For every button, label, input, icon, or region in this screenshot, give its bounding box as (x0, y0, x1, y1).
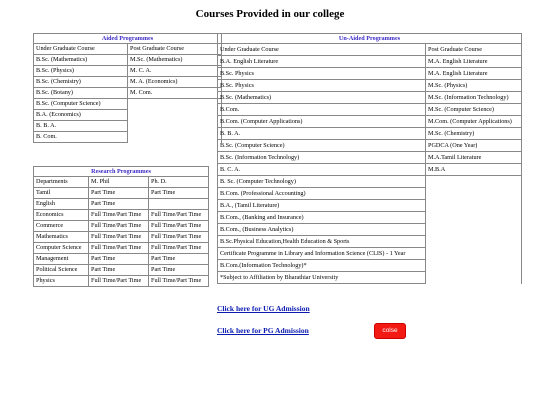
ug-admission-link[interactable]: Click here for UG Admission (217, 304, 310, 313)
unaided-ug-item: B.Com. (Professional Accounting) (218, 188, 426, 200)
aided-header-pg: Post Graduate Course (128, 44, 222, 55)
table-row (34, 221, 209, 232)
research-mphil: Part Time (89, 265, 149, 276)
unaided-pg-item: M.Sc. (Computer Science) (426, 104, 522, 116)
aided-programmes-table (33, 33, 222, 143)
research-phd: Full Time/Part Time (149, 221, 209, 232)
unaided-ug-item: B.A., (Tamil Literature) (218, 200, 426, 212)
aided-pg-item: M.Sc. (Mathematics) (128, 55, 222, 66)
research-phd: Full Time/Part Time (149, 210, 209, 221)
unaided-ug-item: B.Sc. (Information Technology) (218, 152, 426, 164)
research-mphil: Part Time (89, 199, 149, 210)
aided-caption: Aided Programmes (34, 34, 222, 44)
unaided-ug-item: B. C. A. (218, 164, 426, 176)
pg-admission-link[interactable]: Click here for PG Admission (217, 326, 309, 335)
research-phd: Full Time/Part Time (149, 232, 209, 243)
unaided-ug-item: B.Com., (Business Analytics) (218, 224, 426, 236)
unaided-pg-item: M.Sc. (Chemistry) (426, 128, 522, 140)
unaided-ug-item: B. Sc. (Computer Technology) (218, 176, 426, 188)
aided-ug-item: B.Sc. (Computer Science) (34, 99, 128, 110)
unaided-pg-item: M.A. English Literature (426, 68, 522, 80)
aided-pg-item: M. C. A. (128, 66, 222, 77)
research-header-phd: Ph. D. (149, 177, 209, 188)
research-mphil: Full Time/Part Time (89, 243, 149, 254)
table-row (34, 232, 209, 243)
research-dept: Commerce (34, 221, 89, 232)
research-dept: Computer Science (34, 243, 89, 254)
unaided-ug-item: B.A. English Literature (218, 56, 426, 68)
aided-ug-item: B.A. (Economics) (34, 110, 128, 121)
research-phd: Full Time/Part Time (149, 243, 209, 254)
table-row (34, 188, 209, 199)
unaided-ug-item: B.Sc. (Computer Science) (218, 140, 426, 152)
aided-ug-item: B.Sc. (Physics) (34, 66, 128, 77)
research-dept: Mathematics (34, 232, 89, 243)
research-phd: Full Time/Part Time (149, 276, 209, 287)
table-row (34, 254, 209, 265)
unaided-ug-item: *Subject to Affiliation by Bharathiar University (218, 272, 426, 284)
aided-pg-item: M. Com. (128, 88, 222, 99)
unaided-pg-item: PGDCA (One Year) (426, 140, 522, 152)
unaided-pg-empty (426, 176, 522, 284)
table-row (34, 265, 209, 276)
unaided-ug-item: B.Sc. (Mathematics) (218, 92, 426, 104)
unaided-pg-item: M.A.Tamil Literature (426, 152, 522, 164)
unaided-ug-item: B.Sc.Physical Education,Health Education & Sports (218, 236, 426, 248)
unaided-ug-item: B. B. A. (218, 128, 426, 140)
unaided-pg-item: M.Sc. (Physics) (426, 80, 522, 92)
research-phd: Part Time (149, 188, 209, 199)
aided-header-ug: Under Graduate Course (34, 44, 128, 55)
research-phd: Part Time (149, 265, 209, 276)
unaided-pg-item: M.A. English Literature (426, 56, 522, 68)
aided-ug-item: B. B. A. (34, 121, 128, 132)
research-dept: Management (34, 254, 89, 265)
unaided-ug-item: B.Com. (218, 104, 426, 116)
unaided-ug-item: B.Com., (Banking and Insurance) (218, 212, 426, 224)
research-phd (149, 199, 209, 210)
unaided-pg-item: M.Com. (Computer Applications) (426, 116, 522, 128)
research-caption: Research Programmes (34, 167, 209, 177)
unaided-ug-item: B.Sc. Physics (218, 80, 426, 92)
unaided-pg-item: M.B.A (426, 164, 522, 176)
table-row (34, 276, 209, 287)
research-dept: Economics (34, 210, 89, 221)
research-header-mphil: M. Phil (89, 177, 149, 188)
research-dept: Political Science (34, 265, 89, 276)
unaided-ug-item: B.Com.(Information Technology)* (218, 260, 426, 272)
research-programmes-table (33, 166, 209, 287)
aided-pg-item: M. A. (Economics) (128, 77, 222, 88)
unaided-programmes-table (217, 33, 522, 284)
research-dept: English (34, 199, 89, 210)
research-dept: Tamil (34, 188, 89, 199)
unaided-ug-item: B.Sc. Physics (218, 68, 426, 80)
research-mphil: Part Time (89, 188, 149, 199)
research-mphil: Part Time (89, 254, 149, 265)
research-mphil: Full Time/Part Time (89, 276, 149, 287)
research-mphil: Full Time/Part Time (89, 210, 149, 221)
aided-ug-item: B.Sc. (Botany) (34, 88, 128, 99)
aided-pg-empty (128, 99, 222, 143)
aided-ug-item: B.Sc. (Mathematics) (34, 55, 128, 66)
unaided-pg-item: M.Sc. (Information Technology) (426, 92, 522, 104)
research-phd: Part Time (149, 254, 209, 265)
research-header-departments: Departments (34, 177, 89, 188)
unaided-header-ug: Under Graduate Course (218, 44, 426, 56)
unaided-ug-item: B.Com. (Computer Applications) (218, 116, 426, 128)
unaided-ug-item: Certificate Programme in Library and Information Science (CLIS) - 1 Year (218, 248, 426, 260)
research-dept: Physics (34, 276, 89, 287)
unaided-header-pg: Post Graduate Course (426, 44, 522, 56)
page-title: Courses Provided in our college (195, 8, 345, 20)
aided-ug-item: B. Com. (34, 132, 128, 143)
aided-ug-item: B.Sc. (Chemistry) (34, 77, 128, 88)
table-row (34, 243, 209, 254)
table-row (34, 210, 209, 221)
close-button[interactable]: colse (374, 323, 406, 339)
table-row (34, 199, 209, 210)
research-mphil: Full Time/Part Time (89, 221, 149, 232)
research-mphil: Full Time/Part Time (89, 232, 149, 243)
unaided-caption: Un-Aided Programmes (218, 34, 522, 44)
